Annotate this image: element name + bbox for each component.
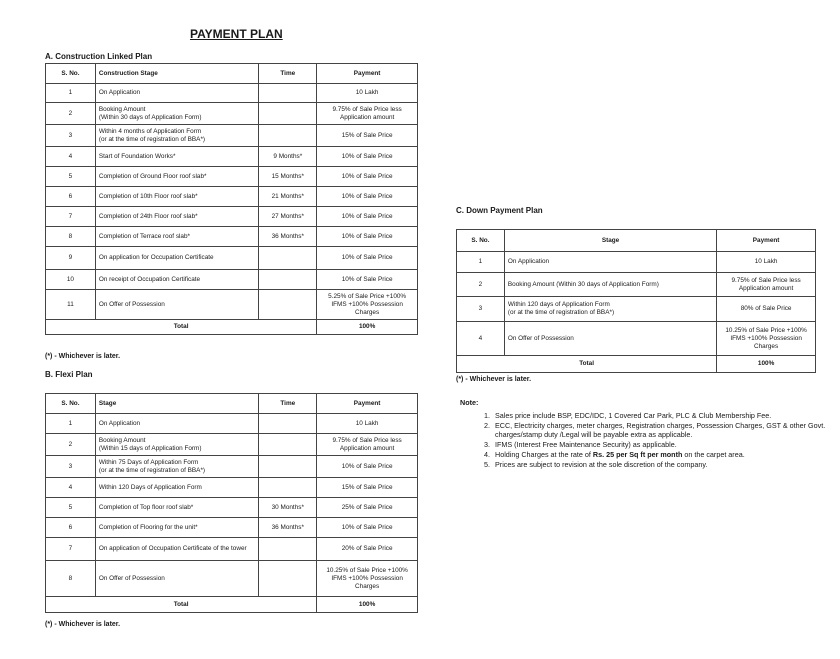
note-item bbox=[460, 411, 830, 421]
header-stage: Stage bbox=[95, 394, 258, 414]
table-row bbox=[46, 247, 418, 270]
cell-sno: 3 bbox=[46, 456, 96, 478]
cell-stage: Completion of Flooring for the unit* bbox=[95, 518, 258, 538]
cell-time: 30 Months* bbox=[259, 498, 317, 518]
note-text: Prices are subject to revision at the sole discretion of the company. bbox=[495, 459, 708, 469]
cell-time bbox=[259, 561, 317, 597]
note-item bbox=[460, 440, 830, 450]
cell-payment: 25% of Sale Price bbox=[317, 498, 418, 518]
note-number: 1. bbox=[484, 411, 490, 420]
plan-a-footnote: (*) - Whichever is later. bbox=[45, 353, 121, 360]
cell-time bbox=[259, 270, 317, 290]
table-row bbox=[457, 322, 816, 356]
cell-stage: Completion of 10th Floor roof slab* bbox=[95, 187, 259, 207]
cell-time: 9 Months* bbox=[259, 147, 317, 167]
cell-time bbox=[259, 538, 317, 561]
header-stage: Construction Stage bbox=[95, 64, 259, 84]
cell-payment: 10.25% of Sale Price +100% IFMS +100% Possession Charges bbox=[717, 322, 816, 356]
table-row bbox=[46, 498, 418, 518]
cell-sno: 1 bbox=[46, 84, 96, 103]
table-row bbox=[46, 414, 418, 434]
cell-sno: 11 bbox=[46, 290, 96, 320]
cell-payment: 80% of Sale Price bbox=[717, 297, 816, 322]
table-row bbox=[46, 434, 418, 456]
header-time: Time bbox=[259, 394, 317, 414]
cell-payment: 10% of Sale Price bbox=[317, 147, 418, 167]
header-sno: S. No. bbox=[457, 230, 505, 252]
cell-stage: Completion of Top floor roof slab* bbox=[95, 498, 258, 518]
cell-stage: On application for Occupation Certificate bbox=[95, 247, 259, 270]
note-number: 5. bbox=[484, 459, 490, 469]
plan-a-title: A. Construction Linked Plan bbox=[45, 52, 153, 61]
cell-stage: Booking Amount (Within 30 days of Application Form) bbox=[95, 103, 259, 125]
note-number: 4. bbox=[484, 449, 490, 459]
cell-payment: 10% of Sale Price bbox=[317, 456, 418, 478]
cell-stage: On Offer of Possession bbox=[504, 322, 716, 356]
cell-sno: 2 bbox=[457, 273, 505, 297]
total-value: 100% bbox=[317, 320, 418, 335]
notes-heading: Note: bbox=[460, 398, 479, 407]
note-item bbox=[460, 450, 830, 460]
cell-time bbox=[259, 84, 317, 103]
cell-stage: Completion of Terrace roof slab* bbox=[95, 227, 259, 247]
cell-time bbox=[259, 125, 317, 147]
table-row bbox=[457, 273, 816, 297]
note-text: ECC, Electricity charges, meter charges, Registration charges, Possession Charges, GST & other Govt. charges/stamp duty /Legal will be payable extra as applicable. bbox=[495, 420, 826, 440]
cell-stage: Within 120 days of Application Form (or at the time of registration of BBA*) bbox=[504, 297, 716, 322]
cell-payment: 10 Lakh bbox=[717, 252, 816, 273]
cell-payment: 10% of Sale Price bbox=[317, 270, 418, 290]
cell-payment: 5.25% of Sale Price +100% IFMS +100% Possession Charges bbox=[317, 290, 418, 320]
cell-payment: 15% of Sale Price bbox=[317, 478, 418, 498]
cell-stage: Completion of Ground Floor roof slab* bbox=[95, 167, 259, 187]
flexi-plan-table bbox=[45, 393, 418, 613]
cell-sno: 4 bbox=[46, 147, 96, 167]
table-row bbox=[46, 561, 418, 597]
note-text-part: Holding Charges at the rate of bbox=[495, 449, 593, 459]
cell-payment: 10.25% of Sale Price +100% IFMS +100% Possession Charges bbox=[317, 561, 418, 597]
cell-sno: 8 bbox=[46, 561, 96, 597]
cell-sno: 1 bbox=[457, 252, 505, 273]
header-sno: S. No. bbox=[46, 64, 96, 84]
table-row bbox=[457, 297, 816, 322]
cell-time bbox=[259, 290, 317, 320]
cell-payment: 9.75% of Sale Price less Application amount bbox=[317, 103, 418, 125]
cell-time bbox=[259, 414, 317, 434]
header-payment: Payment bbox=[317, 394, 418, 414]
note-text: IFMS (Interest Free Maintenance Security) as applicable. bbox=[495, 440, 677, 450]
note-text bbox=[495, 450, 830, 460]
cell-sno: 4 bbox=[46, 478, 96, 498]
cell-stage: On Application bbox=[95, 84, 259, 103]
cell-sno: 9 bbox=[46, 247, 96, 270]
table-row bbox=[46, 207, 418, 227]
plan-c-footnote: (*) - Whichever is later. bbox=[456, 376, 532, 383]
header-payment: Payment bbox=[317, 64, 418, 84]
total-value: 100% bbox=[717, 356, 816, 373]
cell-payment: 9.75% of Sale Price less Application amount bbox=[717, 273, 816, 297]
table-row bbox=[46, 147, 418, 167]
cell-payment: 20% of Sale Price bbox=[317, 538, 418, 561]
cell-sno: 8 bbox=[46, 227, 96, 247]
cell-stage: On Offer of Possession bbox=[95, 561, 258, 597]
cell-stage: On receipt of Occupation Certificate bbox=[95, 270, 259, 290]
note-number: 3. bbox=[484, 440, 490, 450]
cell-sno: 6 bbox=[46, 187, 96, 207]
cell-time bbox=[259, 103, 317, 125]
cell-time bbox=[259, 247, 317, 270]
page-title: PAYMENT PLAN bbox=[190, 27, 283, 41]
cell-stage: Booking Amount (Within 15 days of Application Form) bbox=[95, 434, 258, 456]
cell-sno: 5 bbox=[46, 167, 96, 187]
note-text: Sales price include BSP, EDC/IDC, 1 Covered Car Park, PLC & Club Membership Fee. bbox=[495, 411, 772, 420]
cell-sno: 3 bbox=[457, 297, 505, 322]
cell-payment: 10% of Sale Price bbox=[317, 247, 418, 270]
plan-b-title: B. Flexi Plan bbox=[45, 370, 93, 379]
cell-payment: 10 Lakh bbox=[317, 414, 418, 434]
cell-stage: On Application bbox=[95, 414, 258, 434]
header-time: Time bbox=[259, 64, 317, 84]
cell-time: 15 Months* bbox=[259, 167, 317, 187]
total-label: Total bbox=[46, 320, 317, 335]
total-label: Total bbox=[46, 597, 317, 613]
notes-section bbox=[460, 398, 830, 469]
cell-payment: 15% of Sale Price bbox=[317, 125, 418, 147]
down-payment-plan-table bbox=[456, 229, 816, 373]
cell-sno: 10 bbox=[46, 270, 96, 290]
cell-payment: 9.75% of Sale Price less Application amount bbox=[317, 434, 418, 456]
table-row bbox=[46, 456, 418, 478]
table-row bbox=[46, 290, 418, 320]
cell-stage: On Offer of Possession bbox=[95, 290, 259, 320]
cell-stage: On Application bbox=[504, 252, 716, 273]
construction-linked-plan-table bbox=[45, 63, 418, 335]
cell-stage: Start of Foundation Works* bbox=[95, 147, 259, 167]
note-item bbox=[460, 460, 830, 470]
table-row bbox=[46, 518, 418, 538]
table-row bbox=[46, 227, 418, 247]
cell-stage: Booking Amount (Within 30 days of Application Form) bbox=[504, 273, 716, 297]
table-row bbox=[46, 538, 418, 561]
note-text-part: on the carpet area. bbox=[682, 449, 745, 459]
cell-stage: Within 120 Days of Application Form bbox=[95, 478, 258, 498]
cell-sno: 7 bbox=[46, 538, 96, 561]
cell-stage: Within 4 months of Application Form (or at the time of registration of BBA*) bbox=[95, 125, 259, 147]
table-row bbox=[457, 252, 816, 273]
cell-sno: 1 bbox=[46, 414, 96, 434]
cell-time bbox=[259, 456, 317, 478]
table-row bbox=[46, 478, 418, 498]
table-row bbox=[46, 125, 418, 147]
note-number: 2. bbox=[484, 420, 490, 430]
header-stage: Stage bbox=[504, 230, 716, 252]
total-value: 100% bbox=[317, 597, 418, 613]
header-payment: Payment bbox=[717, 230, 816, 252]
cell-sno: 6 bbox=[46, 518, 96, 538]
cell-sno: 2 bbox=[46, 434, 96, 456]
cell-stage: Completion of 24th Floor roof slab* bbox=[95, 207, 259, 227]
total-label: Total bbox=[457, 356, 717, 373]
cell-payment: 10% of Sale Price bbox=[317, 187, 418, 207]
plan-c-title: C. Down Payment Plan bbox=[456, 206, 543, 215]
table-row bbox=[46, 187, 418, 207]
holding-charge-rate: Rs. 25 per Sq ft per month bbox=[592, 449, 683, 459]
table-row bbox=[46, 270, 418, 290]
cell-sno: 4 bbox=[457, 322, 505, 356]
cell-payment: 10% of Sale Price bbox=[317, 227, 418, 247]
cell-stage: Within 75 Days of Application Form (or at the time of registration of BBA*) bbox=[95, 456, 258, 478]
cell-sno: 5 bbox=[46, 498, 96, 518]
cell-sno: 3 bbox=[46, 125, 96, 147]
cell-sno: 2 bbox=[46, 103, 96, 125]
cell-sno: 7 bbox=[46, 207, 96, 227]
cell-payment: 10% of Sale Price bbox=[317, 167, 418, 187]
cell-time bbox=[259, 434, 317, 456]
cell-time: 21 Months* bbox=[259, 187, 317, 207]
table-row bbox=[46, 167, 418, 187]
table-row bbox=[46, 84, 418, 103]
cell-payment: 10% of Sale Price bbox=[317, 207, 418, 227]
cell-time bbox=[259, 478, 317, 498]
cell-time: 36 Months* bbox=[259, 518, 317, 538]
cell-stage: On application of Occupation Certificate of the tower bbox=[95, 538, 258, 561]
cell-payment: 10% of Sale Price bbox=[317, 518, 418, 538]
cell-payment: 10 Lakh bbox=[317, 84, 418, 103]
plan-b-footnote: (*) - Whichever is later. bbox=[45, 621, 121, 628]
note-item bbox=[460, 421, 830, 440]
header-sno: S. No. bbox=[46, 394, 96, 414]
table-row bbox=[46, 103, 418, 125]
cell-time: 36 Months* bbox=[259, 227, 317, 247]
cell-time: 27 Months* bbox=[259, 207, 317, 227]
